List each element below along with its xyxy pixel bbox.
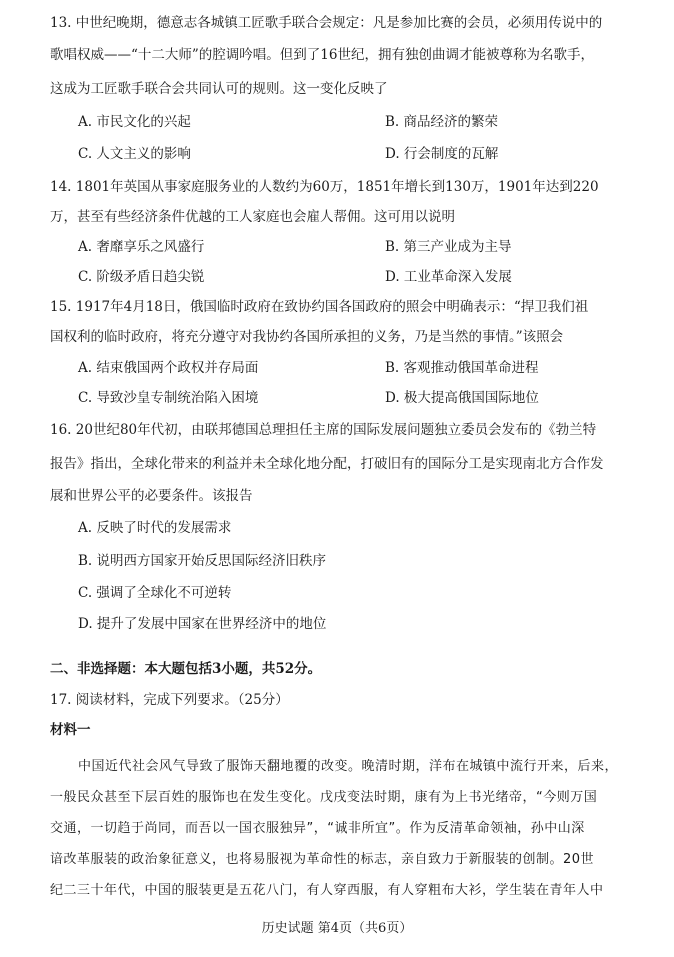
question-17-prompt: 17. 阅读材料，完成下列要求。（25分） <box>50 692 289 708</box>
q16-line-1: 16. 20世纪80年代初，由联邦德国总理担任主席的国际发展问题独立委员会发布的《勃兰特 <box>50 422 597 438</box>
q14-line-2: 万，甚至有些经济条件优越的工人家庭也会雇人帮佣。这可用以说明 <box>50 209 455 225</box>
material-1-line-1: 中国近代社会风气导致了服饰天翻地覆的改变。晚清时期，洋布在城镇中流行开来，后来， <box>78 759 619 774</box>
q13-line-2: 歌唱权威——“十二大师”的腔调吟唱。但到了16世纪，拥有独创曲调才能被尊称为名歌手， <box>50 47 594 63</box>
q14-option-c: C. 阶级矛盾日趋尖锐 <box>78 269 205 285</box>
q15-option-d: D. 极大提高俄国国际地位 <box>385 390 539 406</box>
q16-option-b: B. 说明西方国家开始反思国际经济旧秩序 <box>78 553 327 569</box>
q16-option-a: A. 反映了时代的发展需求 <box>78 520 232 536</box>
material-1-line-3: 交通，一切趋于尚同，而吾以一国衣服独异”，“诚非所宜”。作为反清革命领袖，孙中山深 <box>50 821 585 836</box>
material-1-line-5: 纪二三十年代，中国的服装更是五花八门，有人穿西服，有人穿粗布大衫，学生装在青年人中 <box>50 883 604 898</box>
q15-option-c: C. 导致沙皇专制统治陷入困境 <box>78 390 259 406</box>
q16-option-c: C. 强调了全球化不可逆转 <box>78 585 232 601</box>
q13-option-a: A. 市民文化的兴起 <box>78 114 191 130</box>
section-2-heading: 二、非选择题：本大题包括3小题，共52分。 <box>50 661 322 677</box>
q16-line-2: 报告》指出，全球化带来的利益并未全球化地分配，打破旧有的国际分工是实现南北方合作发 <box>50 456 604 472</box>
q14-option-b: B. 第三产业成为主导 <box>385 239 512 255</box>
q13-option-d: D. 行会制度的瓦解 <box>385 146 499 162</box>
q15-option-b: B. 客观推动俄国革命进程 <box>385 360 539 376</box>
q14-line-1: 14. 1801年英国从事家庭服务业的人数约为60万，1851年增长到130万，1901年达到220 <box>50 179 599 195</box>
q14-option-a: A. 奢靡享乐之风盛行 <box>78 239 205 255</box>
q15-option-a: A. 结束俄国两个政权并存局面 <box>78 360 259 376</box>
q13-line-3: 这成为工匠歌手联合会共同认可的规则。这一变化反映了 <box>50 81 388 97</box>
q15-line-1: 15. 1917年4月18日，俄国临时政府在致协约国各国政府的照会中明确表示：“捍卫我们祖 <box>50 299 589 315</box>
q15-line-2: 国权利的临时政府，将充分遵守对我协约各国所承担的义务，乃是当然的事情。”该照会 <box>50 329 564 345</box>
q13-option-c: C. 人文主义的影响 <box>78 146 191 162</box>
material-1-title: 材料一 <box>50 722 91 738</box>
q13-line-1: 13. 中世纪晚期，德意志各城镇工匠歌手联合会规定：凡是参加比赛的会员，必须用传说中的 <box>50 15 603 31</box>
material-1-line-2: 一般民众甚至下层百姓的服饰也在发生变化。戊戌变法时期，康有为上书光绪帝，“今则万国 <box>50 790 598 805</box>
page-footer: 历史试题 第4页（共6页） <box>261 921 413 936</box>
q16-line-3: 展和世界公平的必要条件。该报告 <box>50 488 253 504</box>
q16-option-d: D. 提升了发展中国家在世界经济中的地位 <box>78 616 327 632</box>
q14-option-d: D. 工业革命深入发展 <box>385 269 512 285</box>
q13-option-b: B. 商品经济的繁荣 <box>385 114 499 130</box>
material-1-line-4: 谙改革服装的政治象征意义，也将易服视为革命性的标志，亲自致力于新服装的创制。20世 <box>50 852 595 867</box>
